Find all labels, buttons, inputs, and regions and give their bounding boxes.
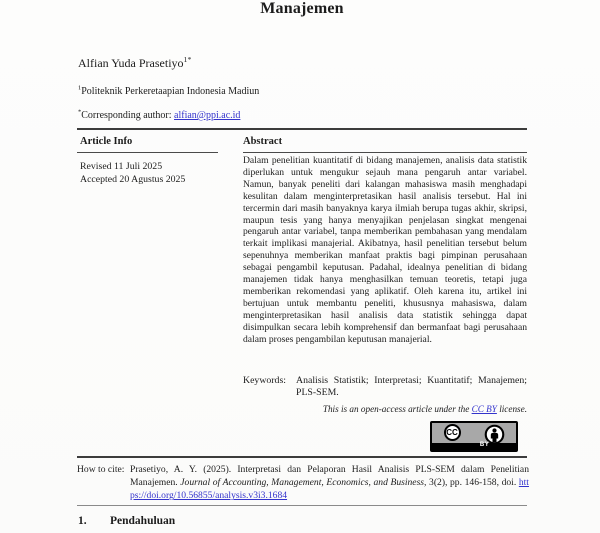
abstract-heading: Abstract: [243, 136, 283, 147]
cc-by-badge[interactable]: [430, 421, 518, 452]
citation-divider-rule: [77, 505, 527, 506]
author-superscript: 1*: [183, 55, 192, 64]
corresponding-label: Corresponding author:: [81, 110, 175, 121]
section-title: Pendahuluan: [110, 515, 176, 527]
top-rule: [77, 128, 527, 130]
license-text-after: license.: [496, 404, 527, 414]
affiliation-superscript: 1: [78, 84, 82, 92]
bottom-rule: [77, 456, 527, 458]
license-text-before: This is an open-access article under the: [322, 404, 472, 414]
section-number: 1.: [78, 515, 87, 527]
cc-by-badge-plate: [432, 423, 516, 450]
affiliation-text: Politeknik Perkeretaapian Indonesia Madiun: [81, 86, 260, 97]
revised-date: Revised 11 Juli 2025: [80, 161, 163, 172]
by-label: BY: [479, 442, 490, 448]
section-heading-pendahuluan: [78, 515, 175, 527]
how-to-cite-label: How to cite:: [77, 464, 125, 475]
article-info-heading: Article Info: [80, 136, 133, 147]
corresponding-author-line: [78, 110, 240, 121]
keywords-value: Analisis Statistik; Interpretasi; Kuantitatif; Manajemen; PLS-SEM.: [296, 375, 527, 399]
keywords-block: [243, 375, 527, 399]
abstract-underline: [243, 152, 527, 153]
how-to-cite-block: [77, 463, 529, 503]
cc-logo-icon: CC: [444, 424, 461, 441]
author-line: [78, 56, 191, 71]
cc-by-license-link[interactable]: CC BY: [471, 404, 497, 414]
article-info-dates: [80, 160, 185, 186]
doi-link[interactable]: https://doi.org/10.56855/analysis.v3i3.1684: [130, 477, 529, 502]
citation-journal-name: Journal of Accounting, Management, Economics, and Business,: [180, 477, 427, 489]
corresponding-asterisk: *: [78, 108, 82, 116]
author-name: Alfian Yuda Prasetiyo: [78, 56, 184, 70]
citation-text-before: Prasetiyo, A. Y. (2025). Interpretasi dan Pelaporan Hasil Analisis PLS-SEM dalam Penelitian Manajemen.: [130, 464, 529, 489]
affiliation-line: [78, 86, 259, 97]
citation-text: [130, 463, 529, 503]
accepted-date: Accepted 20 Agustus 2025: [80, 174, 186, 185]
citation-text-after: 3(2), pp. 146-158, doi.: [426, 477, 519, 489]
page-title: Manajemen: [260, 0, 344, 17]
open-access-statement: [243, 404, 527, 414]
corresponding-email-link[interactable]: alfian@ppi.ac.id: [174, 110, 241, 121]
article-info-underline: [77, 152, 218, 153]
keywords-label: Keywords:: [243, 375, 286, 386]
abstract-text: Dalam penelitian kuantitatif di bidang manajemen, analisis data statistik diperlukan untuk mengukur sejauh mana pengaruh antar variabel. Namun, banyak peneliti dari kalangan mahasiswa masih menghadapi kesulitan dalam menginterpretasikan hasil analisis tersebut. Hal ini tercermin dari masih banyaknya karya ilmiah berupa tugas akhir, skripsi, maupun tesis yang hanya menyajikan penjelasan singkat mengenai pengaruh antar variabel, tanpa memberikan pembahasan yang mendalam terkait implikasi manajerial. Akibatnya, hasil penelitian tersebut belum sepenuhnya memberikan manfaat praktis bagi pimpinan perusahaan sebagai pengambil keputusan. Padahal, idealnya penelitian di bidang manajemen tidak hanya menghasilkan temuan teoretis, tetapi juga memberikan rekomendasi yang aplikatif. Oleh karena itu, artikel ini bertujuan untuk membantu peneliti, khususnya mahasiswa, dalam menginterpretasikan hasil analisis data statistik sehingga dapat disimpulkan secara lebih komprehensif dan bermanfaat bagi perusahaan dalam proses pengambilan keputusan manajerial.: [243, 155, 527, 345]
badge-bottom-strip: [432, 443, 516, 450]
